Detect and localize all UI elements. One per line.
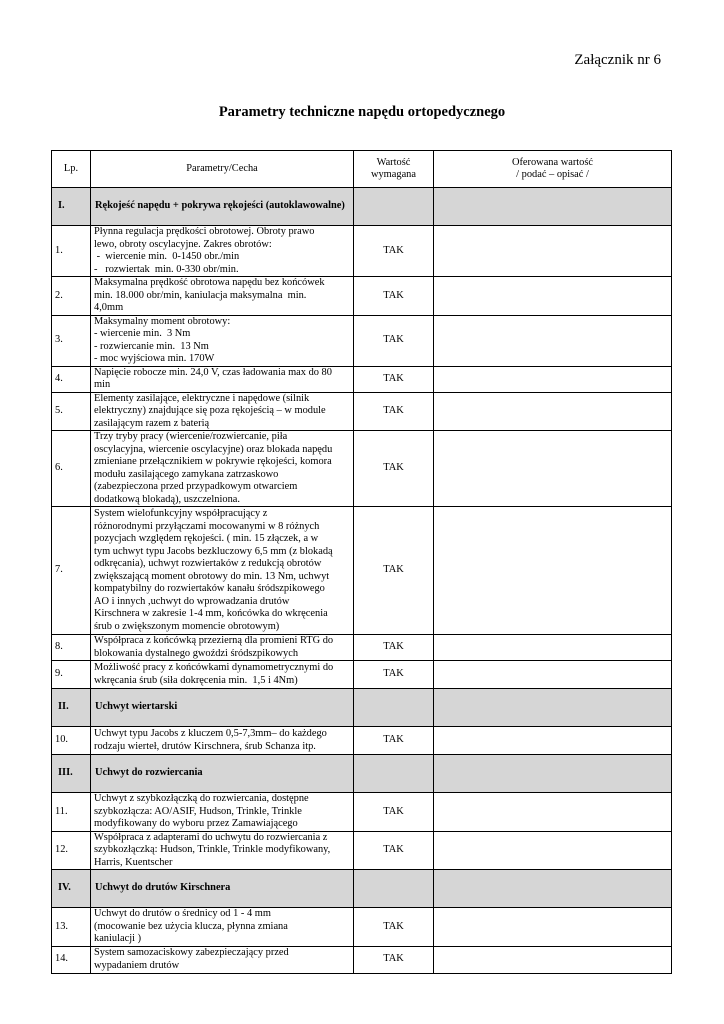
- parameter-line: Maksymalny moment obrotowy:: [94, 315, 231, 327]
- row-number: 14.: [52, 946, 91, 973]
- table-header-row: [52, 151, 672, 188]
- offered-value-cell[interactable]: [434, 946, 672, 973]
- parameter-line: zmieniane przełącznikiem w pokrywie rękojeści, komora: [94, 456, 332, 467]
- parameter-line: zwiększającą moment obrotowy do min. 13 Nm, uchwyt: [94, 570, 330, 582]
- parameter-line: - wiercenie min. 3 Nm: [94, 328, 191, 339]
- parameter-line: (zabezpieczona przed przypadkowym otwarciem: [94, 481, 298, 492]
- parameter-line: lewo, obroty oscylacyjne. Zakres obrotów:: [94, 238, 272, 250]
- parameter-line: min: [94, 379, 111, 390]
- offered-value-cell: [434, 755, 672, 793]
- parameter-line: Napięcie robocze min. 24,0 V, czas ładowania max do 80: [94, 366, 332, 378]
- row-number: 2.: [52, 277, 91, 316]
- parameter-line: - moc wyjściowa min. 170W: [94, 353, 215, 364]
- parameter-description: [91, 661, 354, 689]
- header-offered-value: Oferowana wartość / podać – opisać /: [434, 151, 672, 188]
- offered-value-cell[interactable]: [434, 315, 672, 366]
- required-value: TAK: [354, 366, 434, 392]
- row-number: 9.: [52, 661, 91, 689]
- parameter-description: [91, 831, 354, 870]
- offered-value-cell[interactable]: [434, 908, 672, 947]
- offered-value-cell[interactable]: [434, 277, 672, 316]
- row-number: 3.: [52, 315, 91, 366]
- section-row: [52, 870, 672, 908]
- parameter-line: różnorodnymi przyłączami mocowanymi w 8 różnych: [94, 520, 320, 532]
- required-value: TAK: [354, 831, 434, 870]
- table-row: [52, 831, 672, 870]
- parameter-description: [91, 727, 354, 755]
- parameter-line: modułu zasilającego zamykana zatrzaskowo: [94, 468, 279, 480]
- parameter-line: Maksymalna prędkość obrotowa napędu bez końcówek: [94, 277, 325, 288]
- parameter-line: Uchwyt do rozwiercania: [95, 767, 203, 779]
- required-value: TAK: [354, 315, 434, 366]
- table-row: [52, 431, 672, 507]
- table-row: [52, 277, 672, 316]
- parameter-line: System wielofunkcyjny współpracujący z: [94, 508, 268, 519]
- table-row: [52, 507, 672, 635]
- section-title: [91, 870, 354, 908]
- parameter-description: [91, 277, 354, 316]
- parameter-line: zasilającym razem z baterią: [94, 417, 210, 429]
- offered-value-cell: [434, 188, 672, 226]
- parameter-line: - rozwiertak min. 0-330 obr/min.: [94, 263, 239, 275]
- parameter-line: Kirschnera w zakresie 1-4 mm, końcówka do wkręcenia: [94, 608, 328, 619]
- parameter-line: Uchwyt wiertarski: [95, 701, 178, 713]
- section-title: [91, 755, 354, 793]
- table-row: [52, 635, 672, 661]
- parameter-line: kaniulacji ): [94, 933, 142, 944]
- parameter-line: Współpraca z końcówką przezierną dla promieni RTG do: [94, 635, 334, 646]
- parameter-line: (mocowanie bez użycia klucza, płynna zmiana: [94, 920, 288, 932]
- row-number: 10.: [52, 727, 91, 755]
- parameter-description: [91, 908, 354, 947]
- parameter-line: kompatybilny do rozwiertaków kanału śródszpikowego: [94, 583, 325, 594]
- parameter-line: Harris, Kuentscher: [94, 856, 173, 868]
- row-number: 5.: [52, 392, 91, 431]
- table-row: [52, 366, 672, 392]
- parameter-description: [91, 366, 354, 392]
- parameter-line: Możliwość pracy z końcówkami dynamometrycznymi do: [94, 662, 334, 673]
- section-row: [52, 689, 672, 727]
- required-value: TAK: [354, 277, 434, 316]
- parameter-line: - rozwiercanie min. 13 Nm: [94, 340, 209, 352]
- parameter-line: rodzaju wierteł, drutów Kirschnera, śrub Schanza itp.: [94, 740, 316, 752]
- parameter-line: pozycjach względem rękojeści. ( min. 15 złączek, a w: [94, 533, 319, 544]
- parameter-description: [91, 946, 354, 973]
- parameter-line: szybkozłącza: AO/ASIF, Hudson, Trinkle, Trinkle: [94, 805, 302, 817]
- parameter-line: Uchwyt z szybkozłączką do rozwiercania, dostępne: [94, 793, 309, 804]
- parameter-line: dodatkową blokadą), uszczelniona.: [94, 493, 240, 505]
- parameter-line: wypadaniem drutów: [94, 959, 180, 971]
- offered-value-cell[interactable]: [434, 366, 672, 392]
- parameter-line: min. 18.000 obr/min, kaniulacja maksymalna min.: [94, 289, 307, 301]
- parameter-line: - wiercenie min. 0-1450 obr./min: [94, 251, 240, 262]
- document-title: Parametry techniczne napędu ortopedycznego: [218, 104, 506, 120]
- parameter-line: Trzy tryby pracy (wiercenie/rozwiercanie, piła: [94, 431, 288, 442]
- required-value: TAK: [354, 727, 434, 755]
- required-value: TAK: [354, 661, 434, 689]
- table-row: [52, 793, 672, 832]
- parameter-description: [91, 431, 354, 507]
- parameter-description: [91, 226, 354, 277]
- offered-value-cell[interactable]: [434, 507, 672, 635]
- offered-value-cell[interactable]: [434, 635, 672, 661]
- parameter-line: Współpraca z adapterami do uchwytu do rozwiercania z: [94, 831, 328, 843]
- parameter-line: AO i innych ,uchwyt do wprowadzania drutów: [94, 595, 290, 607]
- offered-value-cell[interactable]: [434, 727, 672, 755]
- offered-value-cell[interactable]: [434, 831, 672, 870]
- row-number: 6.: [52, 431, 91, 507]
- required-value: TAK: [354, 507, 434, 635]
- row-number: 11.: [52, 793, 91, 832]
- table-row: [52, 315, 672, 366]
- parameter-description: [91, 315, 354, 366]
- required-value: TAK: [354, 635, 434, 661]
- parameter-line: elektryczny) znajdujące się poza rękojeścią – w module: [94, 405, 326, 416]
- parameter-line: Rękojeść napędu + pokrywa rękojeści (autoklawowalne): [95, 200, 345, 212]
- required-value: TAK: [354, 392, 434, 431]
- required-value: TAK: [354, 793, 434, 832]
- offered-value-cell[interactable]: [434, 793, 672, 832]
- offered-value-cell[interactable]: [434, 661, 672, 689]
- header-parameter: Parametry/Cecha: [91, 151, 354, 188]
- parameters-table: [51, 150, 672, 974]
- table-row: [52, 392, 672, 431]
- row-number: I.: [52, 188, 91, 226]
- row-number: 8.: [52, 635, 91, 661]
- row-number: III.: [52, 755, 91, 793]
- required-value: TAK: [354, 908, 434, 947]
- parameter-line: tym uchwyt typu Jacobs bezkluczowy 6,5 mm (z blokadą: [94, 545, 333, 557]
- required-value: TAK: [354, 431, 434, 507]
- parameter-line: oscylacyjna, wiercenie oscylacyjne) oraz blokada napędu: [94, 443, 333, 455]
- section-title: [91, 188, 354, 226]
- table-row: [52, 727, 672, 755]
- section-title: [91, 689, 354, 727]
- offered-value-cell[interactable]: [434, 392, 672, 431]
- required-value: [354, 689, 434, 727]
- attachment-label: Załącznik nr 6: [574, 52, 661, 68]
- required-value: [354, 755, 434, 793]
- required-value: TAK: [354, 226, 434, 277]
- row-number: 1.: [52, 226, 91, 277]
- offered-value-cell[interactable]: [434, 226, 672, 277]
- row-number: 13.: [52, 908, 91, 947]
- offered-value-cell: [434, 689, 672, 727]
- row-number: 7.: [52, 507, 91, 635]
- parameter-description: [91, 392, 354, 431]
- section-row: [52, 188, 672, 226]
- parameter-line: wkręcania śrub (siła dokręcenia min. 1,5 i 4Nm): [94, 674, 298, 686]
- required-value: TAK: [354, 946, 434, 973]
- offered-value-cell[interactable]: [434, 431, 672, 507]
- parameter-line: Uchwyt do drutów o średnicy od 1 - 4 mm: [94, 908, 271, 919]
- row-number: 4.: [52, 366, 91, 392]
- required-value: [354, 870, 434, 908]
- parameter-line: odkręcania), uchwyt rozwiertaków z redukcją obrotów: [94, 558, 322, 569]
- parameter-description: [91, 793, 354, 832]
- section-row: [52, 755, 672, 793]
- table-row: [52, 661, 672, 689]
- row-number: IV.: [52, 870, 91, 908]
- required-value: [354, 188, 434, 226]
- parameter-line: śrub o zwiększonym momencie obrotowym): [94, 620, 280, 632]
- offered-value-cell: [434, 870, 672, 908]
- parameter-line: Uchwyt typu Jacobs z kluczem 0,5-7,3mm– do każdego: [94, 728, 327, 739]
- parameter-line: szybkozłączką: Hudson, Trinkle, Trinkle modyfikowany,: [94, 844, 331, 855]
- parameter-line: Płynna regulacja prędkości obrotowej. Obroty prawo: [94, 226, 315, 237]
- parameter-line: 4,0mm: [94, 302, 124, 313]
- parameter-line: Uchwyt do drutów Kirschnera: [95, 882, 231, 894]
- parameter-description: [91, 635, 354, 661]
- table-row: [52, 946, 672, 973]
- row-number: II.: [52, 689, 91, 727]
- header-lp: Lp.: [52, 151, 91, 188]
- parameter-description: [91, 507, 354, 635]
- parameter-line: Elementy zasilające, elektryczne i napędowe (silnik: [94, 392, 310, 404]
- table-row: [52, 908, 672, 947]
- header-required-value: Wartość wymagana: [354, 151, 434, 188]
- parameter-line: modyfikowany do wyboru przez Zamawiającego: [94, 818, 298, 829]
- row-number: 12.: [52, 831, 91, 870]
- parameter-line: blokowania dystalnego gwoździ śródszpikowych: [94, 647, 299, 659]
- parameter-line: System samozaciskowy zabezpieczający przed: [94, 947, 289, 958]
- table-row: [52, 226, 672, 277]
